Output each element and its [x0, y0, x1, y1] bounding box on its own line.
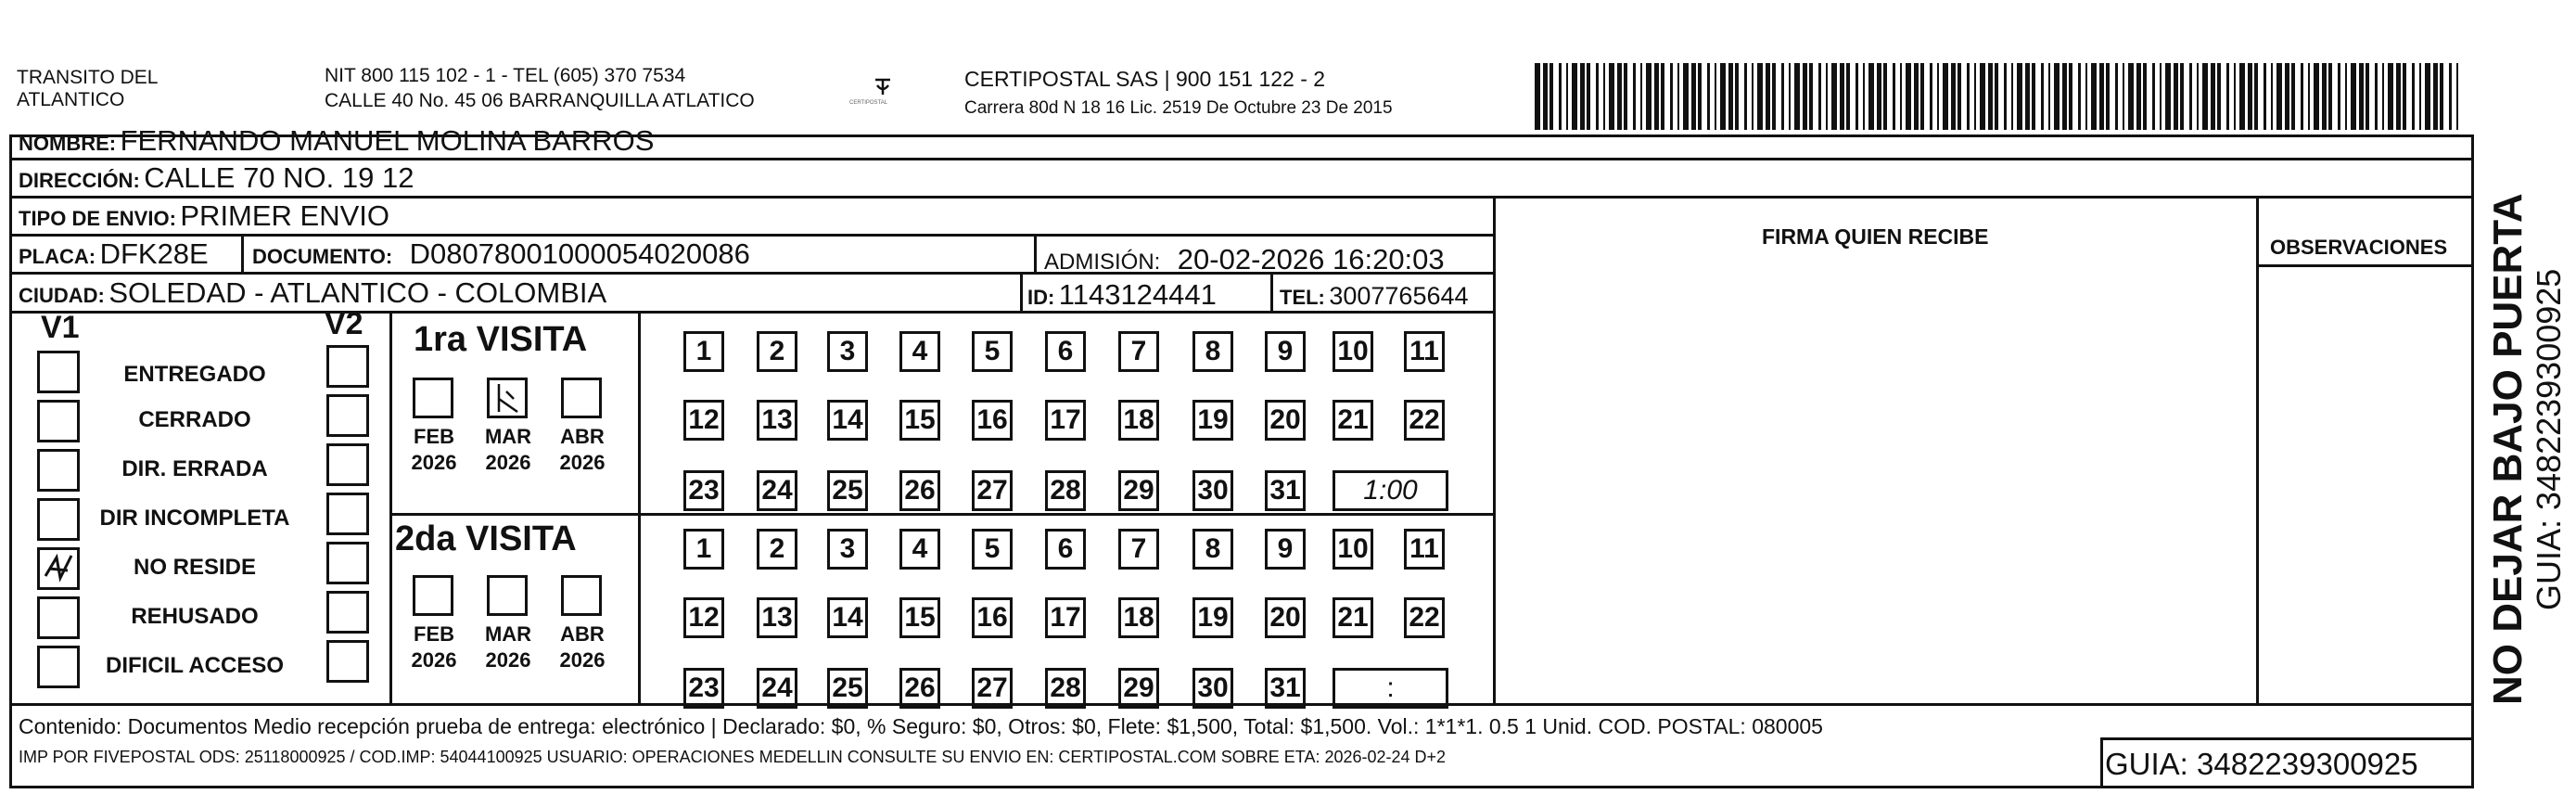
- day-box[interactable]: 26: [899, 470, 940, 511]
- barcode-bar: [2165, 63, 2171, 130]
- barcode-bar: [1781, 63, 1784, 130]
- day-box[interactable]: 14: [827, 597, 868, 638]
- day-box[interactable]: 27: [972, 470, 1013, 511]
- month-name: MAR: [484, 622, 532, 646]
- day-box[interactable]: 10: [1333, 331, 1373, 372]
- barcode-bar: [2032, 63, 2035, 130]
- barcode-bar: [1920, 63, 1924, 130]
- ciudad-label: CIUDAD:: [19, 284, 105, 307]
- day-box[interactable]: 12: [683, 597, 724, 638]
- barcode-bar: [1603, 63, 1605, 130]
- barcode-bar: [1900, 63, 1902, 130]
- month-name: MAR: [484, 425, 532, 448]
- status-label: DIR. ERRADA: [121, 456, 268, 481]
- month-checkbox[interactable]: [561, 575, 602, 616]
- barcode-bar: [2011, 63, 2013, 130]
- time-box[interactable]: :: [1333, 668, 1448, 709]
- barcode-bar: [1863, 63, 1865, 130]
- barcode-bar: [2359, 63, 2364, 130]
- day-box[interactable]: 8: [1192, 529, 1233, 570]
- barcode: [1535, 63, 2467, 130]
- courier-line: CERTIPOSTAL SAS | 900 151 122 - 2: [964, 67, 1326, 91]
- month-year: 2026: [411, 648, 457, 672]
- barcode-bar: [1877, 63, 1881, 130]
- day-box[interactable]: 16: [972, 597, 1013, 638]
- imp-text: IMP POR FIVEPOSTAL ODS: 25118000925 / COD.IMP: 54044100925 USUARIO: OPERACIONES MEDELLIN CONSULTE SU ENVIO EN: CERTIPOSTAL.COM SOBRE ETA: 2026-02-24 D+2: [19, 748, 1447, 766]
- month-label: [550, 424, 615, 476]
- barcode-bar: [2239, 63, 2245, 130]
- tipo-label: TIPO DE ENVIO:: [19, 207, 176, 230]
- day-box[interactable]: 30: [1192, 470, 1233, 511]
- admision-label: ADMISIÓN:: [1044, 250, 1161, 275]
- barcode-bar: [2217, 63, 2221, 130]
- no-dejar-warning: NO DEJAR BAJO PUERTA: [2485, 193, 2531, 705]
- org-name-line2: ATLANTICO: [17, 89, 125, 110]
- barcode-bar: [2254, 63, 2258, 130]
- day-box[interactable]: 31: [1265, 470, 1306, 511]
- barcode-bar: [2123, 63, 2124, 130]
- day-box[interactable]: 20: [1265, 400, 1306, 441]
- admision-value: 20-02-2026 16:20:03: [1177, 243, 1445, 275]
- barcode-bar: [2202, 63, 2208, 130]
- placa-value: DFK28E: [99, 237, 209, 270]
- barcode-bar: [1728, 63, 1733, 130]
- barcode-bar: [2069, 63, 2072, 130]
- day-box[interactable]: 13: [757, 597, 797, 638]
- firma-area[interactable]: [1498, 255, 2253, 700]
- day-box[interactable]: 1: [683, 529, 724, 570]
- month-year: 2026: [485, 451, 531, 474]
- nit-line: NIT 800 115 102 - 1 - TEL (605) 370 7534: [325, 65, 686, 86]
- id-value: 1143124441: [1058, 278, 1217, 311]
- nombre-value: FERNANDO MANUEL MOLINA BARROS: [120, 124, 655, 157]
- barcode-bar: [1766, 63, 1770, 130]
- barcode-bar: [1683, 63, 1689, 130]
- barcode-bar: [1846, 63, 1850, 130]
- day-box[interactable]: 17: [1045, 597, 1086, 638]
- barcode-bar: [2048, 63, 2050, 130]
- barcode-bar: [2314, 63, 2319, 130]
- status-label: REHUSADO: [131, 604, 259, 629]
- barcode-bar: [1937, 63, 1939, 130]
- direccion-label: DIRECCIÓN:: [19, 169, 140, 192]
- day-box[interactable]: 21: [1333, 400, 1373, 441]
- day-box[interactable]: 17: [1045, 400, 1086, 441]
- barcode-bar: [1549, 63, 1553, 130]
- barcode-bar: [1715, 63, 1716, 130]
- barcode-bar: [1893, 63, 1895, 130]
- day-box[interactable]: 11: [1404, 331, 1445, 372]
- barcode-bar: [2419, 63, 2421, 130]
- day-box[interactable]: 20: [1265, 597, 1306, 638]
- barcode-bar: [1617, 63, 1622, 130]
- status-v2-checkbox[interactable]: [326, 345, 369, 388]
- month-year: 2026: [559, 451, 606, 474]
- barcode-bar: [1803, 63, 1807, 130]
- month-label: [476, 424, 541, 476]
- logo-icon: [842, 72, 925, 115]
- id-row: [1027, 278, 1217, 312]
- day-box[interactable]: 6: [1045, 331, 1086, 372]
- firma-label: FIRMA QUIEN RECIBE: [1762, 224, 1989, 249]
- barcode-bar: [2211, 63, 2215, 130]
- barcode-bar: [1535, 63, 1540, 130]
- barcode-bar: [2041, 63, 2044, 130]
- barcode-bar: [2433, 63, 2438, 130]
- placa-label: PLACA:: [19, 245, 96, 268]
- month-label: [402, 621, 466, 673]
- day-box[interactable]: 10: [1333, 529, 1373, 570]
- id-label: ID:: [1027, 286, 1055, 309]
- barcode-bar: [1661, 63, 1664, 130]
- barcode-bar: [2091, 63, 2097, 130]
- day-box[interactable]: 4: [899, 331, 940, 372]
- day-box[interactable]: 25: [827, 470, 868, 511]
- barcode-bar: [1609, 63, 1614, 130]
- barcode-bar: [2189, 63, 2192, 130]
- day-box[interactable]: 2: [757, 529, 797, 570]
- barcode-bar: [2136, 63, 2141, 130]
- barcode-bar: [2328, 63, 2332, 130]
- side-guia: GUIA: 3482239300925: [2530, 268, 2568, 610]
- barcode-bar: [2078, 63, 2081, 130]
- barcode-bar: [2322, 63, 2327, 130]
- barcode-bar: [2276, 63, 2282, 130]
- barcode-bar: [1995, 63, 1998, 130]
- barcode-bar: [1831, 63, 1837, 130]
- observaciones-label: OBSERVACIONES: [2270, 236, 2448, 259]
- barcode-bar: [1855, 63, 1858, 130]
- barcode-bar: [2345, 63, 2347, 130]
- barcode-bar: [2017, 63, 2022, 130]
- barcode-bar: [1646, 63, 1651, 130]
- guia-footer: GUIA: 3482239300925: [2105, 747, 2418, 781]
- barcode-bar: [1794, 63, 1800, 130]
- month-name: ABR: [560, 425, 605, 448]
- documento-value: D08078001000054020086: [409, 237, 750, 270]
- barcode-bar: [1840, 63, 1844, 130]
- tipo-value: PRIMER ENVIO: [180, 199, 390, 232]
- day-box[interactable]: 12: [683, 400, 724, 441]
- status-v2-checkbox[interactable]: [326, 640, 369, 683]
- day-box[interactable]: 3: [827, 529, 868, 570]
- logo-text: CERTIPOSTAL: [849, 100, 888, 106]
- barcode-bar: [1596, 63, 1599, 130]
- placa-row: [19, 237, 209, 271]
- barcode-bar: [2388, 63, 2393, 130]
- barcode-bar: [1958, 63, 1961, 130]
- barcode-bar: [2449, 63, 2452, 130]
- barcode-bar: [1914, 63, 1919, 130]
- address-line: CALLE 40 No. 45 06 BARRANQUILLA ATLATICO: [325, 90, 755, 111]
- barcode-bar: [1883, 63, 1887, 130]
- day-box[interactable]: 2: [757, 331, 797, 372]
- tel-label: TEL:: [1280, 286, 1325, 309]
- day-box[interactable]: 13: [757, 400, 797, 441]
- day-box[interactable]: 30: [1192, 668, 1233, 709]
- barcode-bar: [1720, 63, 1726, 130]
- month-name: ABR: [560, 622, 605, 646]
- barcode-bar: [2375, 63, 2378, 130]
- day-box[interactable]: 15: [899, 597, 940, 638]
- barcode-bar: [1744, 63, 1747, 130]
- month-checkbox[interactable]: [561, 378, 602, 418]
- barcode-bar: [1906, 63, 1911, 130]
- barcode-bar: [1691, 63, 1696, 130]
- barcode-bar: [2412, 63, 2415, 130]
- day-box[interactable]: 18: [1118, 597, 1159, 638]
- day-box[interactable]: 8: [1192, 331, 1233, 372]
- day-box[interactable]: 16: [972, 400, 1013, 441]
- barcode-bar: [2271, 63, 2273, 130]
- barcode-bar: [1772, 63, 1776, 130]
- barcode-bar: [2382, 63, 2384, 130]
- barcode-bar: [2366, 63, 2369, 130]
- month-checkbox[interactable]: [487, 378, 528, 418]
- barcode-bar: [1566, 63, 1568, 130]
- barcode-bar: [1572, 63, 1577, 130]
- barcode-bar: [2285, 63, 2289, 130]
- barcode-bar: [1624, 63, 1627, 130]
- direccion-row: [19, 161, 414, 195]
- day-box[interactable]: 19: [1192, 400, 1233, 441]
- month-label: [476, 621, 541, 673]
- barcode-bar: [2248, 63, 2252, 130]
- status-label: CERRADO: [138, 407, 251, 432]
- barcode-bar: [2264, 63, 2266, 130]
- barcode-bar: [1826, 63, 1828, 130]
- barcode-bar: [2197, 63, 2199, 130]
- barcode-bar: [1580, 63, 1585, 130]
- barcode-bar: [1951, 63, 1956, 130]
- day-box[interactable]: 29: [1118, 668, 1159, 709]
- barcode-bar: [2054, 63, 2060, 130]
- day-box[interactable]: 28: [1045, 668, 1086, 709]
- time-box[interactable]: 1:00: [1333, 470, 1448, 511]
- tel-row: [1280, 282, 1469, 311]
- status-v2-checkbox[interactable]: [326, 591, 369, 634]
- status-label: DIFICIL ACCESO: [105, 653, 284, 678]
- barcode-bar: [2425, 63, 2430, 130]
- day-box[interactable]: 22: [1404, 597, 1445, 638]
- barcode-bar: [2004, 63, 2007, 130]
- documento-row: [252, 237, 750, 271]
- status-label: DIR INCOMPLETA: [99, 506, 290, 531]
- barcode-bar: [2160, 63, 2162, 130]
- month-year: 2026: [559, 648, 606, 672]
- month-year: 2026: [411, 451, 457, 474]
- month-checkbox[interactable]: [413, 575, 453, 616]
- day-box[interactable]: 5: [972, 529, 1013, 570]
- day-box[interactable]: 6: [1045, 529, 1086, 570]
- status-v2-checkbox[interactable]: [326, 443, 369, 486]
- barcode-bar: [1789, 63, 1791, 130]
- day-box[interactable]: 18: [1118, 400, 1159, 441]
- direccion-value: CALLE 70 NO. 19 12: [144, 161, 414, 194]
- day-box[interactable]: 1: [683, 331, 724, 372]
- barcode-bar: [1677, 63, 1679, 130]
- status-label: NO RESIDE: [133, 555, 257, 580]
- barcode-bar: [2085, 63, 2087, 130]
- barcode-bar: [1943, 63, 1948, 130]
- month-label: [402, 424, 466, 476]
- day-box[interactable]: 29: [1118, 470, 1159, 511]
- month-checkbox[interactable]: [487, 575, 528, 616]
- barcode-bar: [2351, 63, 2356, 130]
- day-box[interactable]: 11: [1404, 529, 1445, 570]
- day-box[interactable]: 3: [827, 331, 868, 372]
- second-visit-title: 2da VISITA: [395, 519, 577, 558]
- day-box[interactable]: 31: [1265, 668, 1306, 709]
- tipo-row: [19, 199, 389, 233]
- month-checkbox[interactable]: [413, 378, 453, 418]
- barcode-bar: [2099, 63, 2104, 130]
- barcode-bar: [1974, 63, 1976, 130]
- day-box[interactable]: 25: [827, 668, 868, 709]
- barcode-bar: [2062, 63, 2067, 130]
- barcode-bar: [1980, 63, 1985, 130]
- day-box[interactable]: 19: [1192, 597, 1233, 638]
- barcode-bar: [2338, 63, 2340, 130]
- barcode-bar: [1543, 63, 1548, 130]
- barcode-bar: [2128, 63, 2134, 130]
- v2-label: V2: [325, 306, 363, 341]
- day-box[interactable]: 28: [1045, 470, 1086, 511]
- barcode-bar: [1698, 63, 1702, 130]
- barcode-bar: [2115, 63, 2118, 130]
- barcode-bar: [2234, 63, 2236, 130]
- barcode-bar: [1640, 63, 1642, 130]
- day-box[interactable]: 5: [972, 331, 1013, 372]
- org-name-line1: TRANSITO DEL: [17, 67, 159, 88]
- barcode-bar: [2301, 63, 2303, 130]
- barcode-bar: [1587, 63, 1590, 130]
- barcode-bar: [1735, 63, 1739, 130]
- barcode-bar: [2025, 63, 2030, 130]
- status-v2-checkbox[interactable]: [326, 394, 369, 437]
- day-box[interactable]: 23: [683, 470, 724, 511]
- barcode-bar: [2226, 63, 2229, 130]
- barcode-bar: [2180, 63, 2184, 130]
- barcode-bar: [1930, 63, 1932, 130]
- barcode-bar: [2106, 63, 2110, 130]
- barcode-bar: [2143, 63, 2147, 130]
- barcode-bar: [2456, 63, 2458, 130]
- day-box[interactable]: 24: [757, 470, 797, 511]
- status-v2-checkbox[interactable]: [326, 493, 369, 535]
- admision-row: [1044, 243, 1445, 276]
- first-visit-title: 1ra VISITA: [414, 320, 588, 359]
- nombre-label: NOMBRE:: [19, 132, 117, 155]
- day-box[interactable]: 7: [1118, 331, 1159, 372]
- observaciones-area[interactable]: [2263, 269, 2468, 700]
- day-box[interactable]: 23: [683, 668, 724, 709]
- barcode-bar: [2291, 63, 2295, 130]
- barcode-bar: [2174, 63, 2178, 130]
- barcode-bar: [1868, 63, 1874, 130]
- barcode-bar: [1559, 63, 1562, 130]
- contenido-text: Contenido: Documentos Medio recepción prueba de entrega: electrónico | Declarado: $0, % Seguro: $0, Otros: $0, Flete: $1,500, Total: $1,500. Vol.: 1*1*1. 0.5 1 Unid. COD. POSTAL: 080005: [19, 714, 1823, 738]
- barcode-bar: [1757, 63, 1763, 130]
- v1-label: V1: [41, 310, 80, 345]
- certipostal-logo: [842, 72, 925, 115]
- day-box[interactable]: 7: [1118, 529, 1159, 570]
- barcode-bar: [1670, 63, 1673, 130]
- license-line: Carrera 80d N 18 16 Lic. 2519 De Octubre 23 De 2015: [964, 98, 1393, 118]
- check-mark-icon: [490, 380, 527, 417]
- day-box[interactable]: 26: [899, 668, 940, 709]
- tel-value: 3007765644: [1329, 282, 1469, 310]
- day-box[interactable]: 15: [899, 400, 940, 441]
- month-name: FEB: [414, 425, 454, 448]
- barcode-bar: [2396, 63, 2401, 130]
- barcode-bar: [2152, 63, 2155, 130]
- barcode-bar: [1967, 63, 1970, 130]
- nombre-row: [19, 124, 654, 158]
- day-box[interactable]: 14: [827, 400, 868, 441]
- ciudad-row: [19, 276, 606, 310]
- day-box[interactable]: 24: [757, 668, 797, 709]
- month-name: FEB: [414, 622, 454, 646]
- day-box[interactable]: 22: [1404, 400, 1445, 441]
- month-year: 2026: [485, 648, 531, 672]
- barcode-bar: [2308, 63, 2310, 130]
- barcode-bar: [1809, 63, 1813, 130]
- day-box[interactable]: 9: [1265, 529, 1306, 570]
- barcode-bar: [1752, 63, 1753, 130]
- barcode-bar: [1654, 63, 1659, 130]
- ciudad-value: SOLEDAD - ATLANTICO - COLOMBIA: [108, 276, 607, 309]
- status-v2-checkbox[interactable]: [326, 542, 369, 584]
- day-box[interactable]: 9: [1265, 331, 1306, 372]
- day-box[interactable]: 27: [972, 668, 1013, 709]
- barcode-bar: [1707, 63, 1710, 130]
- barcode-bar: [2403, 63, 2406, 130]
- barcode-bar: [1988, 63, 1993, 130]
- day-box[interactable]: 21: [1333, 597, 1373, 638]
- day-box[interactable]: 4: [899, 529, 940, 570]
- barcode-bar: [1633, 63, 1636, 130]
- documento-label: DOCUMENTO:: [252, 245, 393, 268]
- status-label: ENTREGADO: [123, 362, 266, 387]
- barcode-bar: [2440, 63, 2443, 130]
- month-label: [550, 621, 615, 673]
- barcode-bar: [1818, 63, 1821, 130]
